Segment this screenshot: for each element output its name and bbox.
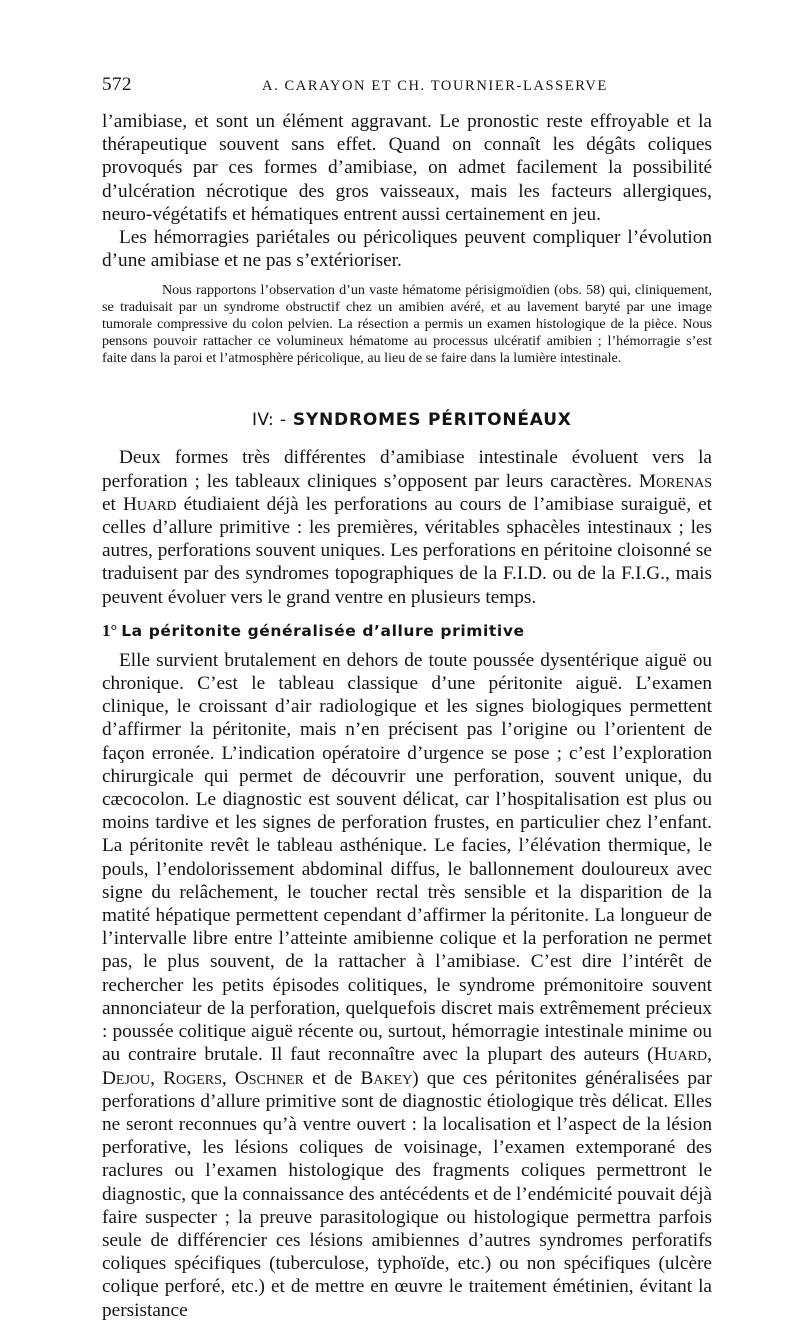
- paragraph-hemorrhages: Les hémorragies pariétales ou péricoliques peuvent compliquer l’évolution d’une amibiase et ne pas s’extérioriser.: [102, 227, 712, 272]
- subsection-heading: [102, 621, 712, 641]
- observation-note: Nous rapportons l’observation d’un vaste hématome périsigmoïdien (obs. 58) qui, cliniquement, se traduisait par un syndrome obstructif chez un amibien avéré, et au lavement baryté par une image tumorale compressive du colon pelvien. La résection a permis un examen histologique de la pièce. Nous pensons pouvoir rattacher ce volumineux hématome au processus ulcératif amibien ; l’hémorragie s’est faite dans la paroi et l’atmosphère péricolique, au lieu de se faire dans la lumière intestinale.: [102, 282, 712, 367]
- author-dejou: Dejou: [102, 1067, 151, 1089]
- separator-1: ,: [707, 1044, 712, 1066]
- separator-4: et de: [312, 1067, 353, 1089]
- page-number: 572: [102, 74, 132, 95]
- author-bakey: Bakey: [360, 1067, 413, 1089]
- separator-3: ,: [221, 1067, 227, 1089]
- separator-2: ,: [150, 1067, 155, 1089]
- author-morenas: Morenas: [638, 470, 712, 492]
- section-numeral: IV: -: [252, 410, 287, 431]
- subsection-title: La péritonite généralisée d’allure primitive: [121, 621, 525, 640]
- paragraph-prognosis: l’amibiase, et sont un élément aggravant. Le pronostic reste effroyable et la thérapeutique souvent sans effet. Quand on connaît les dégâts coliques provoqués par ces formes d’amibiase, on admet facilement la possibilité d’ulcération nécrotique des gros vaisseaux, mais les facteurs allergiques, neuro-végétatifs et hématiques entrent aussi certainement en jeu.: [102, 111, 712, 225]
- intro-text-2: et: [102, 493, 116, 515]
- body-text-2: ) que ces péritonites généralisées par perforations d’allure primitive sont de diagnostic étiologique très délicat. Elles ne seront reconnues qu’à ventre ouvert : la localisation et l’aspect de la lésion perforative, les lésions coliques de voisinage, l’examen extemporané des raclures ou l’examen histologique des fragments coliques permettront le diagnostic, que la connaissance des antécédents et de l’endémicité pouvait déjà faire suspecter ; la preuve parasitologique ou histologique permettra parfois seule de différencier ces lésions amibiennes d’autres syndromes perforatifs coliques spécifiques (tuberculose, typhoïde, etc.) ou non spécifiques (ulcère colique perforé, etc.) et de mettre en œuvre le traitement émétinien, évitant la persistance: [102, 1067, 712, 1321]
- body-text-1: Elle survient brutalement en dehors de toute poussée dysentérique aiguë ou chronique. C’est le tableau classique d’une péritonite aiguë. L’examen clinique, le croissant d’air radiologique et les signes biologiques permettent d’affirmer la péritonite, mais n’en précisent pas l’origine ou l’orientent de façon erronée. L’indication opératoire d’urgence se pose ; c’est l’exploration chirurgicale qui permet de découvrir une perforation, souvent unique, du cæcocolon. Le diagnostic est souvent délicat, car l’hospitalisation est plus ou moins tardive et les signes de perforation frustes, en particulier chez l’enfant. La péritonite revêt le tableau asthénique. Le facies, l’élévation thermique, le pouls, l’endolorissement abdominal diffus, le ballonnement douloureux avec signe du relâchement, le toucher rectal très sensible et la disparition de la matité hépatique permettent cependant d’affirmer la péritonite. La longueur de l’intervalle libre entre l’atteinte amibienne colique et la perforation ne permet pas, le plus souvent, de la rattacher à l’amibiase. C’est dire l’intérêt de rechercher les petits épisodes colitiques, le syndrome prémonitoire souvent annonciateur de la perforation, quelquefois discret mais extrêmement précieux : poussée colitique aiguë récente ou, surtout, hémorragie intestinale minime ou au contraire brutale. Il faut reconnaître avec la plupart des auteurs (: [102, 649, 712, 1066]
- section-heading: [252, 410, 712, 446]
- subsection-number: 1°: [102, 620, 118, 640]
- intro-text-1: Deux formes très différentes d’amibiase intestinale évoluent vers la perforation ; les tableaux cliniques s’opposent par leurs caractères.: [102, 447, 712, 492]
- intro-text-3: étudiaient déjà les perforations au cours de l’amibiase suraiguë, et celles d’allure primitive : les premières, véritables sphacèles intestinaux ; les autres, perforations souvent uniques. Les perforations en péritoine cloisonné se traduisent par des syndromes topographiques de la F.I.D. ou de la F.I.G., mais peuvent évoluer vers le grand ventre en plusieurs temps.: [102, 493, 712, 608]
- running-title: A. CARAYON ET CH. TOURNIER-LASSERVE: [262, 78, 608, 94]
- author-huard-2: Huard: [653, 1044, 708, 1066]
- section-intro-paragraph: [102, 446, 712, 608]
- author-rogers: Rogers: [163, 1067, 222, 1089]
- subsection-body-paragraph: [102, 649, 712, 1322]
- author-oschner: Oschner: [234, 1067, 304, 1089]
- author-huard: Huard: [122, 493, 177, 515]
- section-title: SYNDROMES PÉRITONÉAUX: [292, 410, 572, 431]
- running-header: [102, 74, 712, 102]
